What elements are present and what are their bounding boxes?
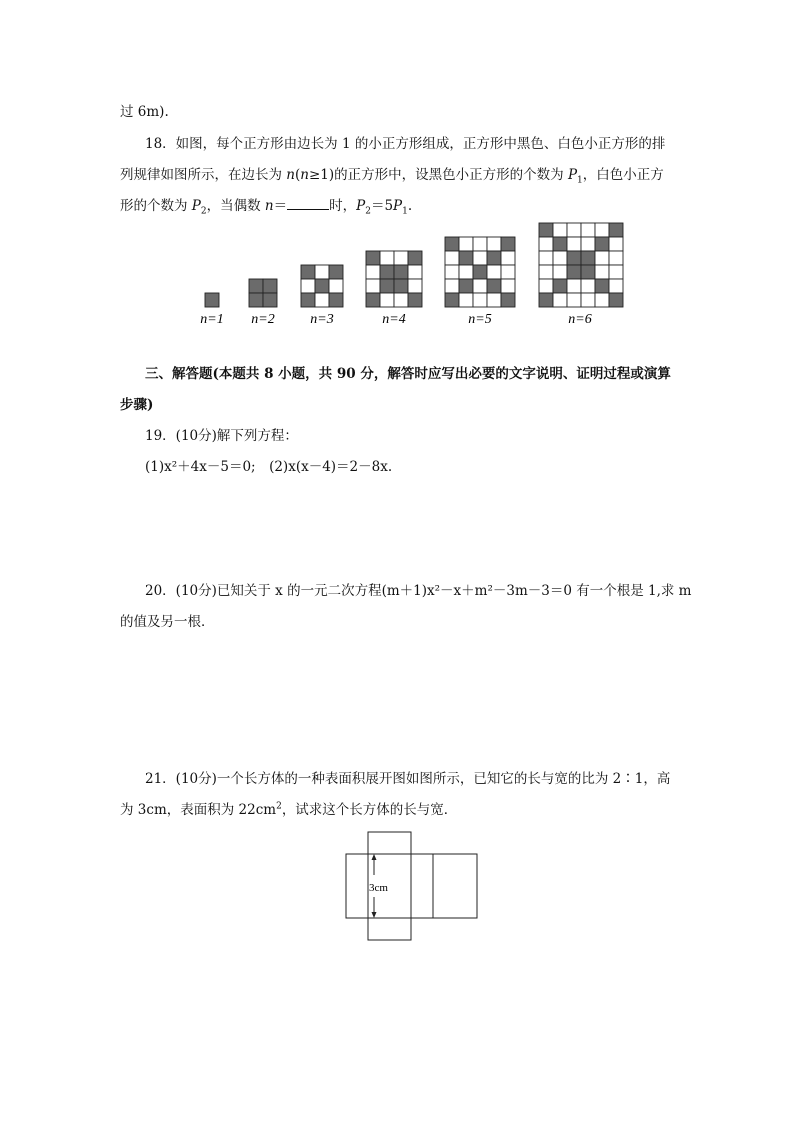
white-cell <box>366 279 380 293</box>
white-cell <box>366 265 380 279</box>
black-cell <box>366 251 380 265</box>
black-cell <box>539 223 553 237</box>
black-cell <box>581 265 595 279</box>
black-cell <box>408 293 422 307</box>
black-cell <box>539 293 553 307</box>
black-cell <box>408 251 422 265</box>
figure-label-1: n=1 <box>200 312 224 327</box>
figure-label-3: n=3 <box>310 312 334 327</box>
q19-line-2: (1)x²＋4x－5＝0; (2)x(x－4)＝2－8x. <box>145 459 393 475</box>
q18-line-3 <box>120 197 412 215</box>
black-cell <box>394 279 408 293</box>
black-cell <box>249 293 263 307</box>
section-3-line-1: 三、解答题(本题共 8 小题，共 90 分，解答时应写出必要的文字说明、证明过程或演算 <box>145 366 671 382</box>
white-cell <box>408 265 422 279</box>
white-cell <box>581 223 595 237</box>
black-cell <box>394 265 408 279</box>
pattern-square-n1 <box>205 293 219 307</box>
figure-label-4: n=4 <box>382 312 406 327</box>
black-cell <box>595 237 609 251</box>
white-cell <box>501 279 515 293</box>
q20-line-2: 的值及另一根． <box>120 614 215 630</box>
black-cell <box>445 237 459 251</box>
q18-text: ( <box>295 167 301 183</box>
height-label: 3cm <box>369 882 388 894</box>
white-cell <box>553 293 567 307</box>
black-cell <box>445 293 459 307</box>
q18-text: ＝5 <box>370 198 394 214</box>
black-cell <box>249 279 263 293</box>
black-cell <box>380 265 394 279</box>
black-cell <box>487 251 501 265</box>
q18-text: ≥1)的正方形中，设黑色小正方形的个数为 <box>308 167 568 183</box>
white-cell <box>539 265 553 279</box>
white-cell <box>501 265 515 279</box>
q18-text: 形的个数为 <box>120 198 192 214</box>
white-cell <box>473 251 487 265</box>
black-cell <box>595 279 609 293</box>
q20-line-1: 20．(10分)已知关于 x 的一元二次方程(m＋1)x²－x＋m²－3m－3＝0 有一个根是 1,求 m <box>145 583 692 599</box>
figure-label-2: n=2 <box>251 312 275 327</box>
white-cell <box>553 223 567 237</box>
var-n: n <box>286 167 295 183</box>
subscript: 1 <box>577 175 583 186</box>
white-cell <box>459 237 473 251</box>
white-cell <box>581 279 595 293</box>
black-cell <box>501 237 515 251</box>
q21-line-2 <box>120 801 457 819</box>
white-cell <box>408 279 422 293</box>
white-cell <box>315 293 329 307</box>
white-cell <box>473 237 487 251</box>
black-cell <box>329 265 343 279</box>
superscript: 2 <box>276 801 282 812</box>
black-cell <box>459 279 473 293</box>
q18-text: 列规律如图所示，在边长为 <box>120 167 287 183</box>
black-cell <box>263 279 277 293</box>
white-cell <box>553 265 567 279</box>
black-cell <box>329 293 343 307</box>
height-arrow-up <box>372 854 377 875</box>
white-cell <box>394 293 408 307</box>
pattern-square-n5 <box>445 237 515 307</box>
black-cell <box>581 251 595 265</box>
white-cell <box>487 237 501 251</box>
white-cell <box>553 251 567 265</box>
white-cell <box>609 265 623 279</box>
subscript: 1 <box>402 206 408 217</box>
white-cell <box>473 293 487 307</box>
black-cell <box>301 265 315 279</box>
black-cell <box>473 265 487 279</box>
black-cell <box>501 293 515 307</box>
height-arrow-down <box>372 897 377 918</box>
white-cell <box>581 293 595 307</box>
pattern-square-n2 <box>249 279 277 307</box>
white-cell <box>539 279 553 293</box>
q19-line-1: 19．(10分)解下列方程： <box>145 428 298 444</box>
white-cell <box>567 279 581 293</box>
white-cell <box>539 237 553 251</box>
q18-line-1: 18．如图，每个正方形由边长为 1 的小正方形组成，正方形中黑色、白色小正方形的排 <box>145 136 666 152</box>
white-cell <box>459 265 473 279</box>
white-cell <box>487 293 501 307</box>
pattern-figure <box>0 215 794 355</box>
black-cell <box>487 279 501 293</box>
cuboid-net-figure <box>0 825 794 955</box>
white-cell <box>567 237 581 251</box>
white-cell <box>487 265 501 279</box>
subscript: 2 <box>365 206 371 217</box>
black-cell <box>301 293 315 307</box>
white-cell <box>539 251 553 265</box>
white-cell <box>567 223 581 237</box>
var-p: P <box>191 198 201 214</box>
white-cell <box>380 293 394 307</box>
black-cell <box>609 223 623 237</box>
subscript: 2 <box>200 206 207 217</box>
white-cell <box>329 279 343 293</box>
section-3-line-2: 步骤) <box>120 397 154 413</box>
black-cell <box>567 251 581 265</box>
black-cell <box>263 293 277 307</box>
white-cell <box>595 251 609 265</box>
pattern-square-n3 <box>301 265 343 307</box>
white-cell <box>445 265 459 279</box>
black-cell <box>553 237 567 251</box>
q21-line-1: 21．(10分)一个长方体的一种表面积展开图如图所示，已知它的长与宽的比为 2∶1，高 <box>145 771 671 787</box>
white-cell <box>609 279 623 293</box>
white-cell <box>445 251 459 265</box>
white-cell <box>394 251 408 265</box>
black-cell <box>380 279 394 293</box>
var-p: P <box>567 167 578 183</box>
black-cell <box>205 293 219 307</box>
var-n: n <box>264 198 274 214</box>
black-cell <box>609 293 623 307</box>
continuation-text: 过 6m). <box>120 104 169 120</box>
white-cell <box>501 251 515 265</box>
q21-text: ，试求这个长方体的长与宽． <box>281 802 458 818</box>
white-cell <box>609 237 623 251</box>
q18-text: ，当偶数 <box>206 198 265 214</box>
q18-text: ，白色小正方 <box>582 167 664 183</box>
figure-label-6: n=6 <box>568 312 592 327</box>
pattern-square-n4 <box>366 251 422 307</box>
var-p: P <box>356 198 366 214</box>
white-cell <box>445 279 459 293</box>
pattern-square-n6 <box>539 223 623 307</box>
black-cell <box>553 279 567 293</box>
white-cell <box>581 237 595 251</box>
white-cell <box>595 223 609 237</box>
white-cell <box>315 265 329 279</box>
var-p: P <box>393 198 403 214</box>
q18-text: 时， <box>329 198 357 214</box>
q18-text: ＝ <box>273 198 288 214</box>
answer-blank[interactable] <box>287 197 329 210</box>
white-cell <box>473 279 487 293</box>
white-cell <box>595 293 609 307</box>
white-cell <box>567 293 581 307</box>
black-cell <box>459 251 473 265</box>
q18-line-2 <box>120 166 664 184</box>
var-n: n <box>300 167 309 183</box>
black-cell <box>315 279 329 293</box>
q21-text: 为 3cm，表面积为 22cm <box>120 802 277 818</box>
figure-label-5: n=5 <box>468 312 492 327</box>
white-cell <box>595 265 609 279</box>
white-cell <box>301 279 315 293</box>
white-cell <box>459 293 473 307</box>
white-cell <box>380 251 394 265</box>
q18-text: . <box>407 198 413 214</box>
black-cell <box>366 293 380 307</box>
black-cell <box>567 265 581 279</box>
white-cell <box>609 251 623 265</box>
